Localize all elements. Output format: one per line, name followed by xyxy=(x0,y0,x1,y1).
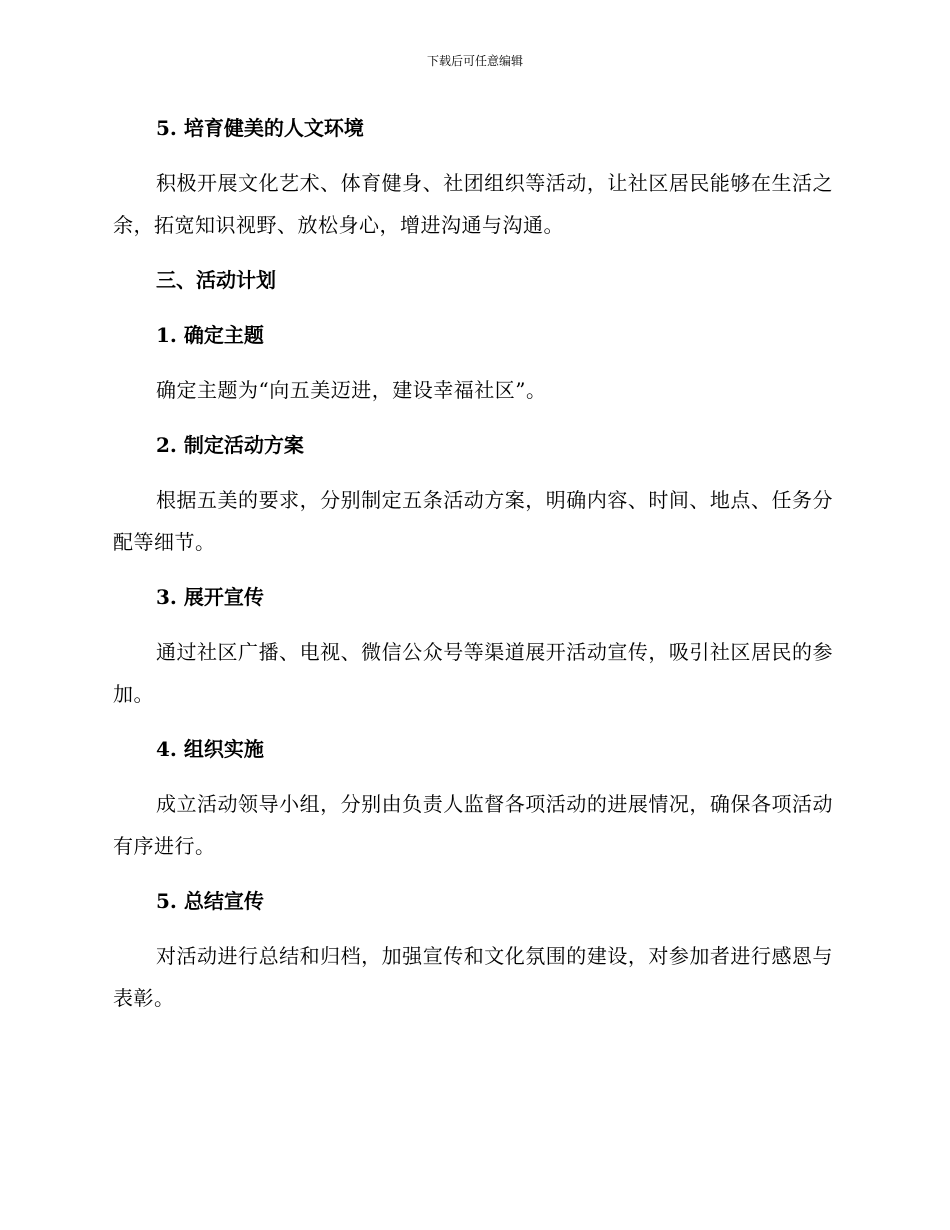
section-heading: 4. 组织实施 xyxy=(156,737,264,761)
paragraph: 确定主题为“向五美迈进，建设幸福社区”。 xyxy=(156,378,547,402)
paragraph: 积极开展文化艺术、体育健身、社团组织等活动，让社区居民能够在生活之余，拓宽知识视野、放松身心，增进沟通与沟通。 xyxy=(113,171,833,237)
paragraph: 根据五美的要求，分别制定五条活动方案，明确内容、时间、地点、任务分配等细节。 xyxy=(113,488,833,554)
section-heading: 5. 总结宣传 xyxy=(156,889,264,913)
chapter-heading: 三、活动计划 xyxy=(156,268,276,292)
paragraph: 通过社区广播、电视、微信公众号等渠道展开活动宣传，吸引社区居民的参加。 xyxy=(113,640,833,706)
page-header-note: 下载后可任意编辑 xyxy=(426,54,523,68)
section-heading: 1. 确定主题 xyxy=(156,323,264,347)
document-body xyxy=(113,107,833,1032)
paragraph: 成立活动领导小组，分别由负责人监督各项活动的进展情况，确保各项活动有序进行。 xyxy=(113,792,833,858)
paragraph: 对活动进行总结和归档，加强宣传和文化氛围的建设，对参加者进行感恩与表彰。 xyxy=(113,944,833,1010)
section-heading: 5. 培育健美的人文环境 xyxy=(156,116,364,140)
section-heading: 3. 展开宣传 xyxy=(156,585,264,609)
section-heading: 2. 制定活动方案 xyxy=(156,433,304,457)
